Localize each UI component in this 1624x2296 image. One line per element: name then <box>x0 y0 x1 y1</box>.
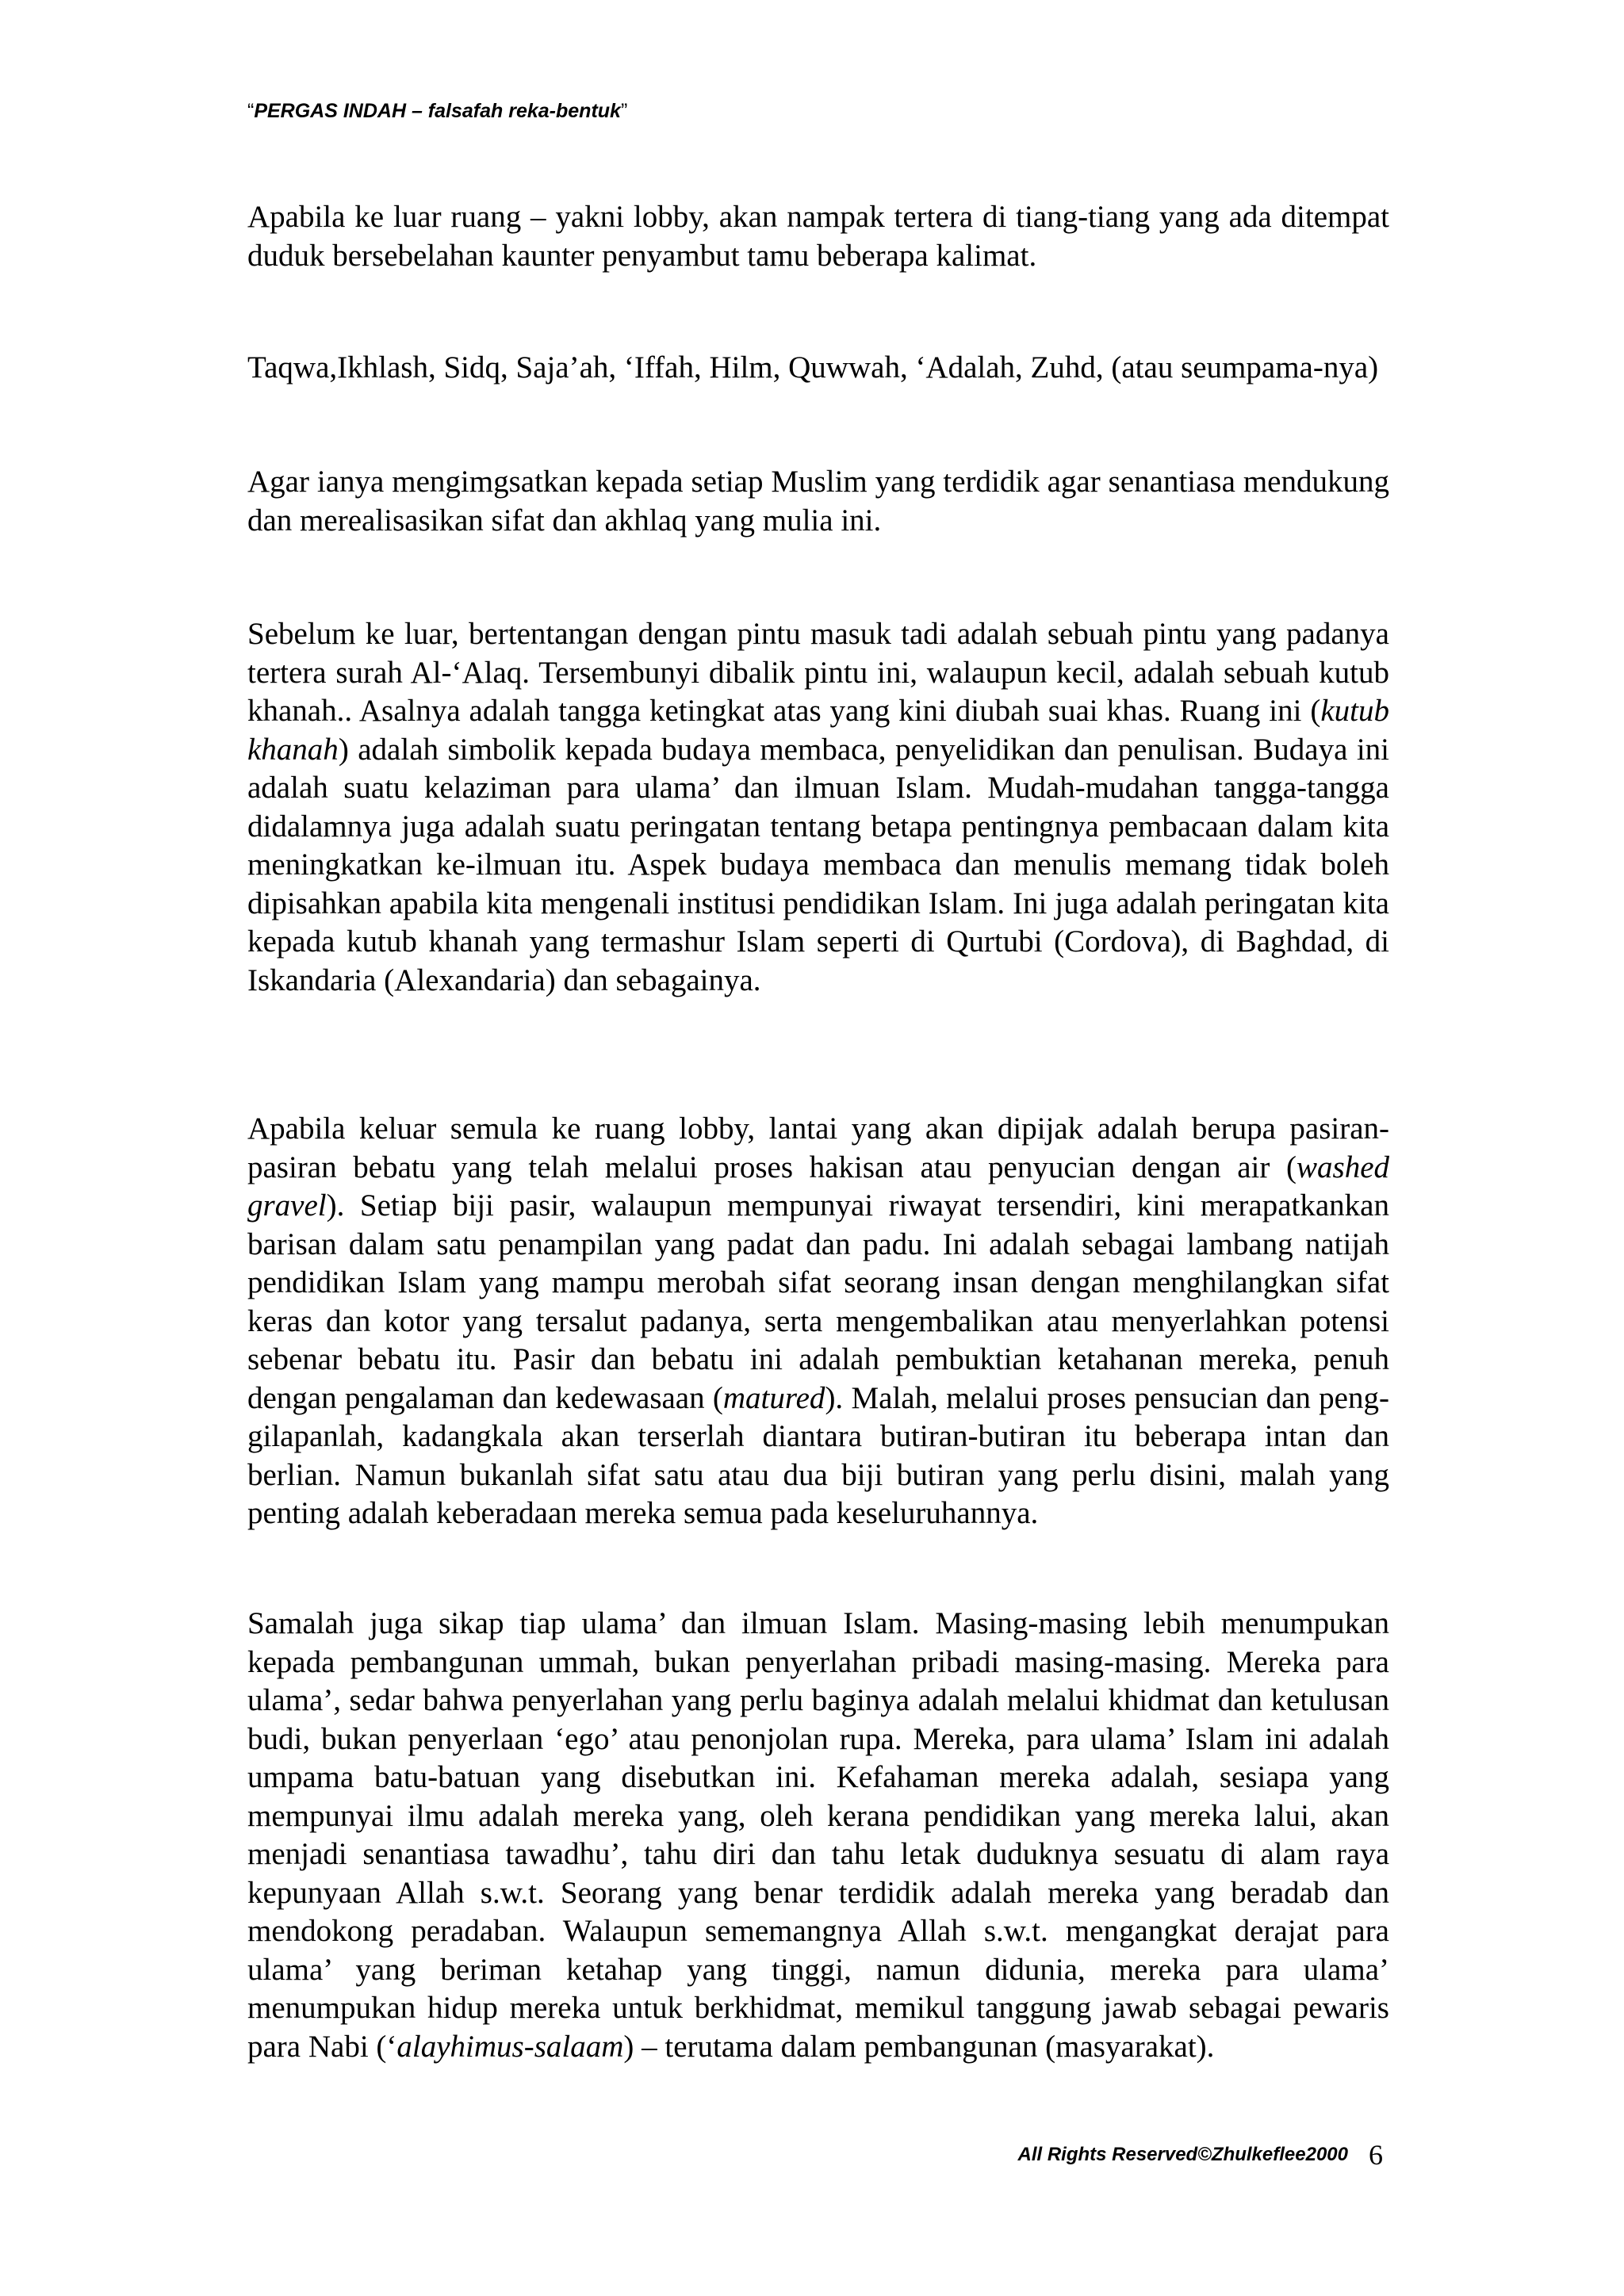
paragraph-text <box>247 615 1389 1000</box>
text-run: Sebelum ke luar, bertentangan dengan pintu masuk tadi adalah sebuah pintu yang padanya tertera surah Al-‘Alaq. Tersembunyi dibalik pintu ini, walaupun kecil, adalah sebuah kutub khanah.. Asalnya adalah tangga ketingkat atas yang kini diubah suai khas. Ruang ini ( <box>247 617 1389 728</box>
page-number: 6 <box>1369 2139 1383 2171</box>
text-run: Apabila keluar semula ke ruang lobby, lantai yang akan dipijak adalah berupa pasiran-pasiran bebatu yang telah melalui proses hakisan atau penyucian dengan air ( <box>247 1112 1389 1184</box>
paragraph-library <box>247 615 1389 1000</box>
text-run: ). Setiap biji pasir, walaupun mempunyai riwayat tersendiri, kini merapatkankan barisan dalam satu penampilan yang padat dan padu. Ini adalah sebagai lambang natijah pendidikan Islam yang mampu merobah sifat seorang insan dengan menghilangkan sifat keras dan kotor yang tersalut padanya, serta mengembalikan atau menyerlahkan potensi sebenar bebatu itu. Pasir dan bebatu ini adalah pembuktian ketahanan mereka, penuh dengan pengalaman dan kedewasaan ( <box>247 1188 1389 1415</box>
paragraph-text: Agar ianya mengimgsatkan kepada setiap Muslim yang terdidik agar senantiasa mendukung dan merealisasikan sifat dan akhlaq yang mulia ini. <box>247 465 1389 538</box>
paragraph-lobby <box>247 198 1389 275</box>
header-open-quote: “ <box>247 100 255 122</box>
paragraph-reminder <box>247 463 1389 540</box>
italic-run: kutub khanah <box>247 694 1389 767</box>
text-run: ) – terutama dalam pembangunan (masyarakat). <box>623 2029 1215 2064</box>
header-close-quote: ” <box>620 100 628 122</box>
paragraph-virtues <box>247 349 1389 388</box>
paragraph-text: Apabila ke luar ruang – yakni lobby, akan nampak tertera di tiang-tiang yang ada ditempat duduk bersebelahan kaunter penyambut tamu beberapa kalimat. <box>247 200 1389 273</box>
italic-run: matured <box>722 1380 825 1415</box>
italic-run: alayhimus-salaam <box>396 2029 624 2064</box>
italic-run: washed gravel <box>247 1150 1389 1223</box>
text-run: ). Malah, melalui proses pensucian dan peng-gilapanlah, kadangkala akan terserlah diantara butiran-butiran itu beberapa intan dan berlian. Namun bukanlah sifat satu atau dua biji butiran yang perlu disini, malah yang penting adalah keberadaan mereka semua pada keseluruhannya. <box>247 1380 1389 1530</box>
text-run: Samalah juga sikap tiap ulama’ dan ilmuan Islam. Masing-masing lebih menumpukan kepada pembangunan ummah, bukan penyerlahan pribadi masing-masing. Mereka para ulama’, sedar bahwa penyerlahan yang perlu baginya adalah melalui khidmat dan ketulusan budi, bukan penyerlaan ‘ego’ atau penonjolan rupa. Mereka, para ulama’ Islam ini adalah umpama batu-batuan yang disebutkan ini. Kefahaman mereka adalah, sesiapa yang mempunyai ilmu adalah mereka yang, oleh kerana pendidikan yang mereka lalui, akan menjadi senantiasa tawadhu’, tahu diri dan tahu letak duduknya sesuatu di alam raya kepunyaan Allah s.w.t. Seorang yang benar terdidik adalah mereka yang beradab dan mendokong peradaban. Walaupun sememangnya Allah s.w.t. mengangkat derajat para ulama’ yang beriman ketahap yang tinggi, namun didunia, mereka para ulama’ menumpukan hidup mereka untuk berkhidmat, memikul tanggung jawab sebagai pewaris para Nabi (‘ <box>247 1606 1389 2064</box>
paragraph-text: Taqwa,Ikhlash, Sidq, Saja’ah, ‘Iffah, Hilm, Quwwah, ‘Adalah, Zuhd, (atau seumpama-nya) <box>247 350 1379 385</box>
paragraph-gravel <box>247 1110 1389 1533</box>
paragraph-text <box>247 1605 1389 2066</box>
copyright-footer: All Rights Reserved©Zhulkeflee2000 <box>1017 2144 1348 2165</box>
header-title: PERGAS INDAH – falsafah reka-bentuk <box>254 100 621 122</box>
paragraph-text <box>247 1110 1389 1533</box>
running-header <box>247 100 627 123</box>
paragraph-ulama <box>247 1605 1389 2066</box>
text-run: ) adalah simbolik kepada budaya membaca, penyelidikan dan penulisan. Budaya ini adalah suatu kelaziman para ulama’ dan ilmuan Islam. Mudah-mudahan tangga-tangga didalamnya juga adalah suatu peringatan tentang betapa pentingnya pembacaan dalam kita meningkatkan ke-ilmuan itu. Aspek budaya membaca dan menulis memang tidak boleh dipisahkan apabila kita mengenali institusi pendidikan Islam. Ini juga adalah peringatan kita kepada kutub khanah yang termashur Islam seperti di Qurtubi (Cordova), di Baghdad, di Iskandaria (Alexandaria) dan sebagainya. <box>247 732 1389 997</box>
